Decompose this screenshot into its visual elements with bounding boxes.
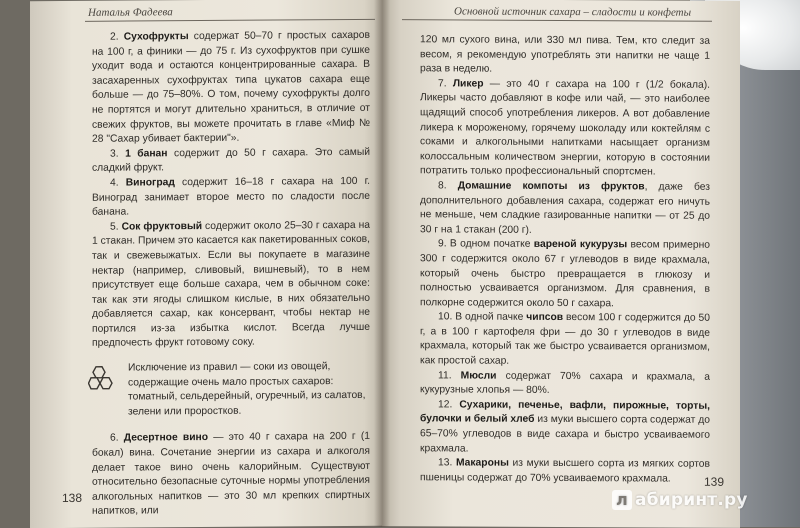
left-page-text — [92, 29, 370, 520]
note-text: Исключение из правил — соки из овощей, содержащие очень мало простых сахаров: томатный, сельдерейный, огуречный, из салатов, зелени или проростков. — [128, 361, 366, 418]
list-item: 2. Сухофрукты содержат 50–70 г простых сахаров на 100 г, а финики — до 75 г. Из сухофруктов при сушке уходит вода и остаются концентрированные сахара. В засахаренных сухофруктах типа цукатов сахара еще больше — до 75–80%. О том, почему сухофрукты долго не портятся и могут длительно храниться, в отличие от свежих фруктов, вы можете прочитать в главе «Миф № 28 "Сахар убивает бактерии"». — [92, 29, 370, 145]
list-item: 8. Домашние компоты из фруктов, даже без дополнительного добавления сахара, содержат его ничуть не меньше, чем сладкие газированные напитки — от 25 до 30 г на 1 стакан (200 г). — [420, 180, 710, 236]
open-book — [30, 0, 760, 527]
watermark-text: абиринт.ру — [635, 490, 748, 510]
list-item: 3. 1 банан содержит до 50 г сахара. Это самый сладкий фрукт. — [92, 146, 370, 175]
right-page-number: 139 — [704, 474, 725, 489]
list-item: 4. Виноград содержит 16–18 г сахара на 100 г. Виноград занимает второе место по сладости после банана. — [92, 175, 370, 218]
list-item: 12. Сухарики, печенье, вафли, пирожные, торты, булочки и белый хлеб из муки высшего сорта содержат до 65–70% углеводов в виде сахара и быстро усваиваемого крахмала. — [420, 399, 710, 455]
list-item: 10. В одной пачке чипсов весом 100 г содержится до 50 г, а в 100 г картофеля фри — до 30 г углеводов в виде крахмала, который так же быстро усваивается организмом, как простой сахар. — [420, 311, 710, 367]
left-page-number: 138 — [62, 490, 83, 506]
watermark-logo-letter: л — [612, 490, 632, 510]
list-item: 13. Макароны из муки высшего сорта из мягких сортов пшеницы содержат до 70% усваиваемого крахмала. — [420, 457, 710, 485]
list-item: 11. Мюсли содержат 70% сахара и крахмала, а кукурузные хлопья — 80%. — [420, 370, 710, 397]
continued-paragraph: 120 мл сухого вина, или 330 мл пива. Тем, кто следит за весом, я рекомендую употреблять эти напитки не чаще 1 раза в неделю. — [420, 34, 710, 75]
exception-note — [88, 360, 370, 420]
honeycomb-note-icon — [88, 366, 118, 392]
right-page — [382, 0, 740, 528]
left-header-rule — [85, 19, 375, 22]
left-page — [30, 0, 382, 528]
list-item: 9. В одном початке вареной кукурузы весом примерно 300 г содержится около 67 г углеводов в виде крахмала, который очень быстро превращается в глюкозу и полностью усваивается организмом. Для сравнения, в полкорне содержится около 50 г сахара. — [420, 238, 710, 309]
right-header-rule — [402, 19, 712, 22]
book-gutter-shadow — [374, 0, 390, 527]
labirint-watermark — [612, 490, 748, 510]
list-item: 5. Сок фруктовый содержит около 25–30 г сахара на 1 стакан. Причем это касается как пакетированных соков, так и свежевыжатых. Если вы покупаете в магазине нектар (например, сливовый, вишневый), то в нем присутствует еще больше сахара, чем в обычном соке: так как эти ягоды слишком кислые, в них обязательно добавляется сахар, как консервант, чтобы нектар не портился из-за избытка кислот. Всегда лучше предпочесть фрукт готовому соку. — [92, 219, 370, 350]
list-item: 6. Десертное вино — это 40 г сахара на 200 г (1 бокал) вина. Сочетание энергии из сахара и алкоголя делает такое вино очень калорийным. Существуют относительно безопасные суточные нормы употребления алкогольных напитков — это 30 мл крепких спиртных напитков, или — [92, 431, 370, 518]
right-page-text — [420, 33, 710, 487]
list-item: 7. Ликер — это 40 г сахара на 100 г (1/2 бокала). Ликеры часто добавляют в кофе или чай, — это наиболее щадящий способ употребления ликеров. А вот добавление ликера к мороженому, горячему шоколаду или коктейлям с соками и алкогольными напитками насыщает организм колоссальным количеством энергии, которую в состоянии потратить только профессиональный спортсмен. — [420, 78, 710, 178]
right-running-head: Основной источник сахара – сладости и конфеты — [454, 5, 692, 19]
left-running-head: Наталья Фадеева — [88, 6, 173, 19]
